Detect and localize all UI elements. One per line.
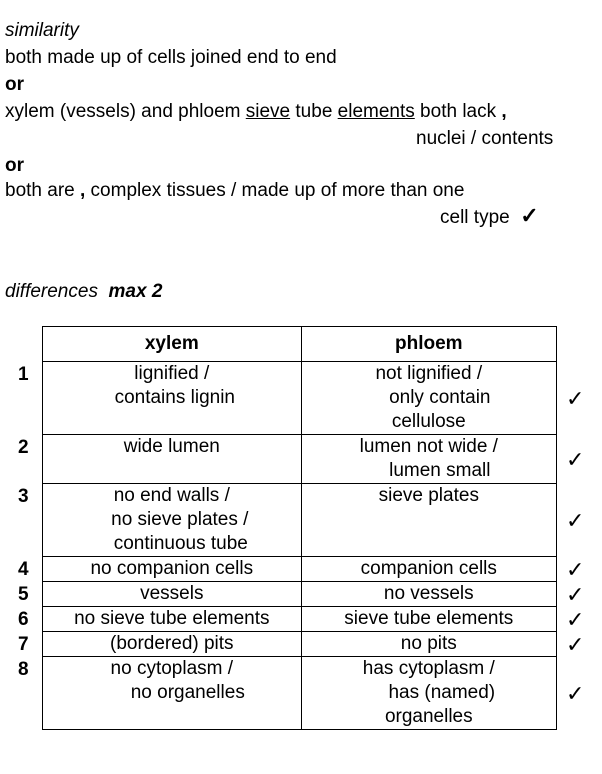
check-icon: ✓ — [566, 582, 585, 607]
table-row — [43, 607, 557, 632]
row-number: 7 — [18, 633, 29, 655]
check-icon: ✓ — [566, 508, 585, 533]
xylem-cell-line: no sieve tube elements — [74, 608, 270, 629]
xylem-cell-line: no end walls / — [113, 485, 230, 506]
phloem-cell — [301, 557, 556, 582]
check-icon: ✓ — [566, 386, 585, 411]
similarity-line-2: xylem (vessels) and phloem sieve tube elements both lack , — [5, 101, 507, 122]
xylem-cell-line: wide lumen — [123, 436, 220, 457]
table-header-row — [43, 327, 557, 362]
phloem-cell — [301, 632, 556, 657]
phloem-cell-line: organelles — [384, 706, 473, 727]
row-number: 6 — [18, 608, 29, 630]
phloem-cell — [301, 607, 556, 632]
table-row — [43, 362, 557, 435]
row-number: 2 — [18, 436, 29, 458]
table-row — [43, 435, 557, 484]
row-number: 5 — [18, 583, 29, 605]
phloem-cell — [301, 582, 556, 607]
xylem-cell — [43, 435, 302, 484]
header-xylem: xylem — [43, 327, 302, 362]
xylem-cell-line: no organelles — [130, 682, 245, 703]
phloem-cell-line: sieve plates — [378, 485, 479, 506]
xylem-cell-line: no cytoplasm / — [110, 658, 234, 679]
xylem-cell-line: vessels — [140, 583, 204, 604]
phloem-cell-line: lumen not wide / — [359, 436, 498, 457]
table-row — [43, 657, 557, 730]
phloem-cell — [301, 362, 556, 435]
or-label-1: or — [5, 74, 24, 95]
xylem-cell-line: no sieve plates / — [111, 509, 249, 530]
check-icon: ✓ — [520, 203, 539, 228]
header-phloem: phloem — [301, 327, 556, 362]
similarity-line-3: both are , complex tissues / made up of more than one — [5, 180, 465, 201]
row-number: 3 — [18, 485, 29, 507]
row-number: 8 — [18, 658, 29, 680]
phloem-cell-line: only contain — [389, 387, 491, 408]
xylem-cell — [43, 632, 302, 657]
xylem-cell — [43, 362, 302, 435]
phloem-cell-line: sieve tube elements — [344, 608, 514, 629]
differences-heading: differences max 2 — [5, 281, 163, 302]
phloem-cell-line: no vessels — [383, 583, 474, 604]
phloem-cell — [301, 484, 556, 557]
or-label-2: or — [5, 155, 24, 176]
xylem-cell — [43, 484, 302, 557]
phloem-cell-line: cellulose — [391, 411, 466, 432]
phloem-cell — [301, 435, 556, 484]
check-icon: ✓ — [566, 607, 585, 632]
check-icon: ✓ — [566, 681, 585, 706]
xylem-cell-line: lignified / — [134, 363, 210, 384]
similarity-heading: similarity — [5, 20, 79, 41]
check-icon: ✓ — [566, 557, 585, 582]
check-icon: ✓ — [566, 447, 585, 472]
phloem-cell-line: lumen small — [389, 460, 491, 481]
table-row — [43, 557, 557, 582]
table-row — [43, 484, 557, 557]
check-icon: ✓ — [566, 632, 585, 657]
phloem-cell-line: companion cells — [360, 558, 497, 579]
table-row — [43, 582, 557, 607]
similarity-line-2-cont: nuclei / contents — [416, 128, 554, 149]
phloem-cell-line: not lignified / — [375, 363, 483, 384]
xylem-cell-line: (bordered) pits — [110, 633, 234, 654]
xylem-cell-line: no companion cells — [90, 558, 254, 579]
phloem-cell-line: has cytoplasm / — [362, 658, 495, 679]
xylem-cell-line: contains lignin — [114, 387, 235, 408]
similarity-line-1: both made up of cells joined end to end — [5, 47, 337, 68]
phloem-cell-line: no pits — [400, 633, 457, 654]
differences-table — [42, 326, 557, 730]
similarity-line-3-cont: cell type ✓ — [440, 203, 539, 228]
table-row — [43, 632, 557, 657]
phloem-cell-line: has (named) — [388, 682, 496, 703]
xylem-cell-line: continuous tube — [113, 533, 248, 554]
row-number: 1 — [18, 363, 29, 385]
xylem-cell — [43, 607, 302, 632]
phloem-cell — [301, 657, 556, 730]
xylem-cell — [43, 557, 302, 582]
xylem-cell — [43, 582, 302, 607]
row-number: 4 — [18, 558, 29, 580]
xylem-cell — [43, 657, 302, 730]
